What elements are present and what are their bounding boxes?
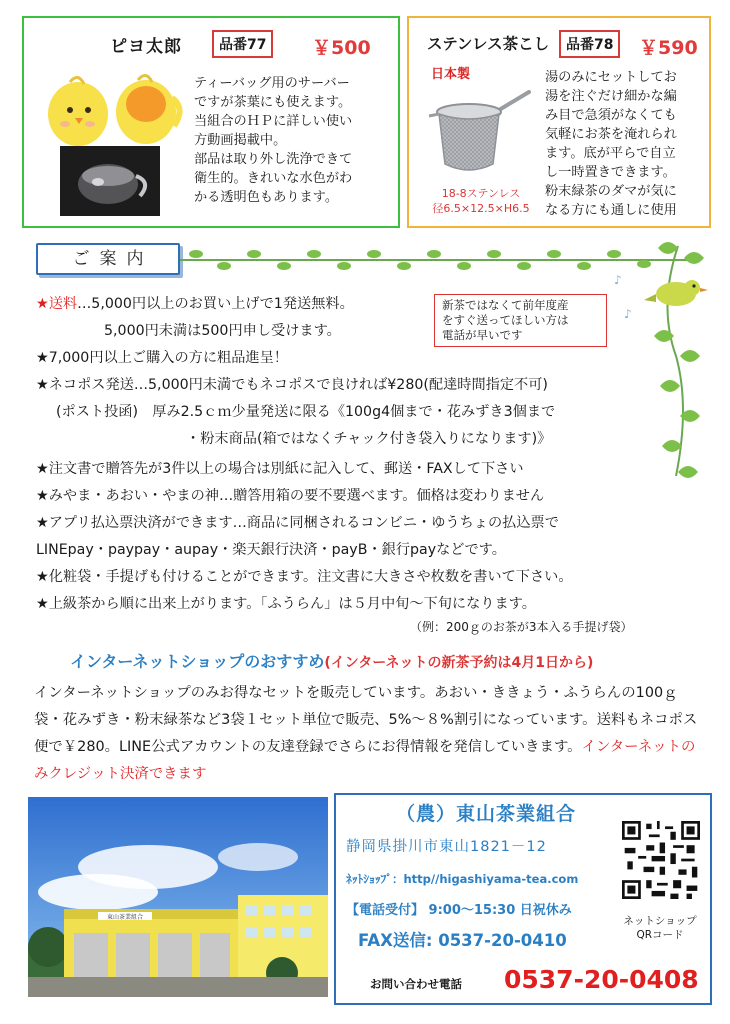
- phone-hours: 【電話受付】 9:00～15:30 日祝休み: [346, 903, 572, 918]
- product-description: ティーバッグ用のサーバー ですが茶葉にも使えます。 当組合のＨＰに詳しい使い 方動画掲載中。 部品は取り外し洗浄できて 衛生的。きれいな水色がわ かる透明色もあります。: [194, 76, 353, 205]
- product-price: ￥500: [312, 37, 371, 59]
- qr-code-icon[interactable]: [622, 821, 700, 899]
- annai-line: ★化粧袋・手提げも付けることができます。注文書に大きさや枚数を書いて下さい。: [36, 569, 573, 585]
- annai-heading: ご案内: [36, 243, 180, 275]
- qr-caption: ネットショップ QRコード: [623, 915, 697, 941]
- annai-line: ★上級茶から順に出来上がります。「ふうらん」は５月中旬～下旬になります。: [36, 596, 536, 612]
- internet-shop-title: インターネットショップのおすすめ(インターネットの新茶予約は4月1日から): [70, 652, 594, 671]
- product-name: ピヨ太郎: [110, 37, 182, 57]
- balloon-note: 新茶ではなくて前年度産 をすぐ送ってほしい方は 電話が早いです: [434, 294, 607, 347]
- annai-line: ・粉末商品(箱ではなくチャック付き袋入りになります)》: [186, 431, 552, 447]
- product-hinban: 品番77: [212, 30, 273, 58]
- phone-number[interactable]: 0537-20-0408: [504, 965, 699, 994]
- annai-line-shipping: ★送料…5,000円以上のお買い上げで1発送無料。: [36, 296, 354, 312]
- product-box-strainer: [407, 16, 711, 228]
- product-hinban: 品番78: [559, 30, 620, 58]
- annai-line: ★7,000円以上ご購入の方に粗品進呈！: [36, 350, 288, 366]
- product-name: ステンレス茶こし: [427, 35, 550, 53]
- product-description: 湯のみにセットしてお 湯を注ぐだけ細かな編 み目で急須がなくても 気軽にお茶を淹れられ ます。底が平らで自立 し一時置きできます。 粉末緑茶のダマが気に なる方にも通しに使用: [545, 70, 677, 218]
- bird-vine-illustration: [614, 236, 718, 486]
- annai-line: ★アプリ払込票決済ができます…商品に同梱されるコンビニ・ゆうちょの払込票で: [36, 515, 559, 531]
- contact-box: [334, 793, 712, 1005]
- svg-text:♪: ♪: [624, 307, 632, 321]
- annai-line: 5,000円未満は500円申し受けます。: [104, 323, 341, 339]
- strainer-image: [429, 84, 535, 180]
- product-spec: 18-8ステンレス 径6.5×12.5×H6.5: [432, 187, 530, 215]
- annai-line: ★ネコポス発送…5,000円未満でもネコポスで良ければ¥280(配達時間指定不可): [36, 377, 548, 393]
- svg-text:♪: ♪: [614, 273, 622, 287]
- annai-note: （例：200ｇのお茶が3本入る手提げ袋）: [410, 620, 633, 634]
- organization-name: （農）東山茶業組合: [396, 803, 577, 825]
- product-box-piyotaro: [22, 16, 400, 228]
- annai-line: ★注文書で贈答先が3件以上の場合は別紙に記入して、郵送・FAXして下さい: [36, 461, 524, 477]
- annai-line: ★みやま・あおい・やまの神…贈答用箱の要不要選べます。価格は変わりません: [36, 488, 545, 504]
- inquiry-label: お問い合わせ電話: [370, 977, 462, 991]
- building-photo: [28, 797, 328, 997]
- netshop-url[interactable]: ﾈｯﾄｼｮｯﾌﾟ：http//higashiyama-tea.com: [346, 872, 579, 886]
- address: 静岡県掛川市東山1821－12: [346, 839, 547, 855]
- product-price: ￥590: [639, 37, 698, 59]
- leaf-garland-icon: [184, 246, 664, 272]
- chick-server-image: [38, 64, 188, 154]
- internet-shop-paragraph: インターネットショップのみお得なセットを販売しています。あおい・ききょう・ふうらんの100ｇ袋・花みずき・粉末緑茶など3袋１セット単位で販売、5%～８%割引になっています。送料もネコポス便で￥280。LINE公式アカウントの友達登録でさらにお得情報を発信していきます。インターネットのみクレジット決済できます: [34, 685, 698, 782]
- origin-label: 日本製: [431, 67, 471, 82]
- building-sign-text: 東山茶業組合: [106, 914, 144, 921]
- annai-line: (ポスト投函) 厚み2.5ｃｍ少量発送に限る《100g4個まで・花みずき3個まで: [56, 404, 556, 420]
- fax-number: FAX送信: 0537-20-0410: [358, 931, 567, 950]
- clear-server-image: [60, 146, 160, 216]
- annai-line: LINEpay・paypay・aupay・楽天銀行決済・payB・銀行payなどです。: [36, 542, 506, 558]
